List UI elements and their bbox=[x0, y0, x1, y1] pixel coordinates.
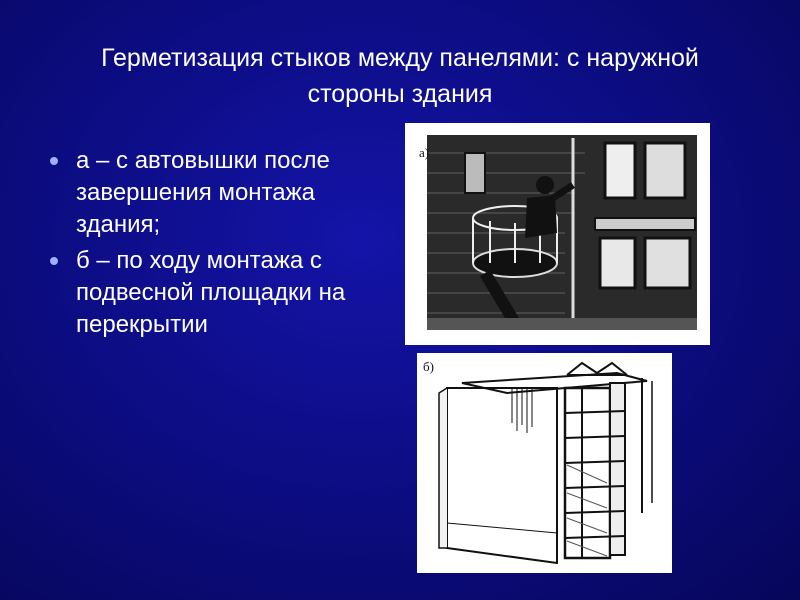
figure-b-label: б) bbox=[423, 359, 434, 374]
suspended-platform-illustration bbox=[417, 353, 672, 573]
bullet-text-b: б – по ходу монтажа с подвесной площадки на перекрытии bbox=[76, 247, 346, 338]
bullet-dot-icon bbox=[50, 257, 58, 265]
figure-b-suspended-platform-drawing bbox=[417, 353, 672, 573]
bullet-list bbox=[46, 145, 346, 345]
aerial-lift-illustration bbox=[405, 123, 710, 345]
bullet-text-a: а – с автовышки после завершения монтажа здания; bbox=[76, 147, 330, 238]
figure-a-label: а) bbox=[419, 145, 430, 160]
slide-title: Герметизация стыков между панелями: с наружной стороны здания bbox=[101, 44, 699, 108]
bullet-item-a bbox=[46, 145, 346, 241]
bullet-dot-icon bbox=[50, 157, 58, 165]
bullet-item-b bbox=[46, 245, 346, 341]
figure-a-aerial-lift-photo bbox=[405, 123, 710, 345]
